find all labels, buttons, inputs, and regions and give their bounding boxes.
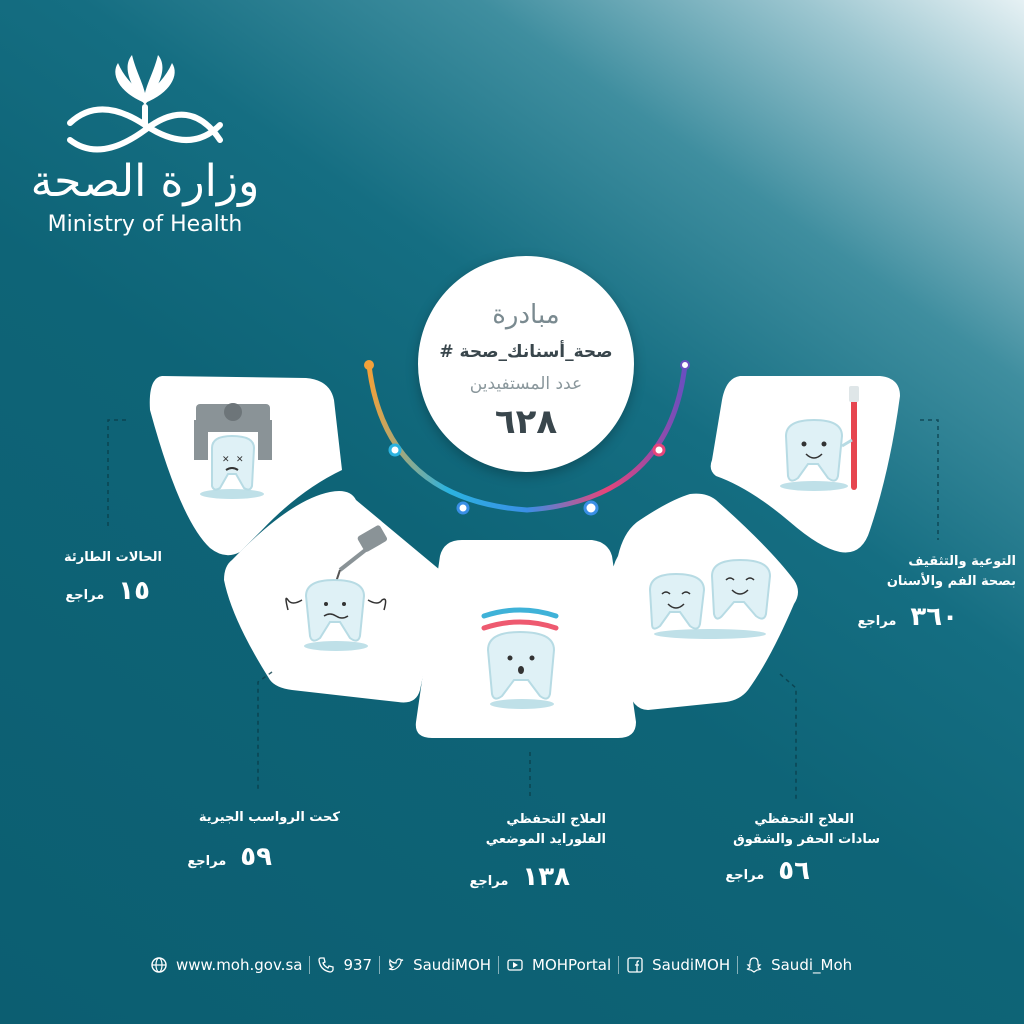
emergency-count-value: ١٥ — [118, 576, 150, 606]
footer-separator — [379, 956, 380, 974]
card-sealant — [612, 494, 798, 710]
scaling-count-unit: مراجع — [187, 854, 227, 869]
footer-youtube-text: MOHPortal — [532, 956, 612, 974]
fluoride-count-value: ١٣٨ — [522, 862, 570, 892]
logo-english-name: Ministry of Health — [47, 212, 243, 237]
connector-scaling — [258, 672, 272, 790]
footer-facebook[interactable] — [626, 956, 730, 974]
twitter-icon — [387, 956, 405, 974]
emergency-label: الحالات الطارئة — [64, 550, 162, 565]
beneficiaries-label: عدد المستفيدين — [469, 374, 583, 394]
footer-twitter[interactable] — [387, 956, 491, 974]
connector-sealant — [780, 674, 796, 800]
footer-website-text: www.moh.gov.sa — [176, 956, 303, 974]
snapchat-icon — [745, 956, 763, 974]
sealant-label-line2: سادات الحفر والشقوق — [733, 832, 880, 847]
sealant-count-value: ٥٦ — [778, 856, 810, 886]
footer-youtube[interactable] — [506, 956, 611, 974]
connector-awareness — [920, 420, 938, 540]
initiative-title: مبادرة — [492, 300, 560, 330]
sealant-count-unit: مراجع — [725, 868, 765, 883]
footer-contact-bar — [150, 952, 890, 978]
footer-twitter-text: SaudiMOH — [413, 956, 492, 974]
emergency-count — [30, 576, 150, 606]
awareness-label-line2: بصحة الفم والأسنان — [886, 574, 1016, 589]
footer-separator — [618, 956, 619, 974]
footer-snapchat-text: Saudi_Moh — [771, 956, 853, 974]
footer-snapchat[interactable] — [745, 956, 852, 974]
scaling-count — [150, 842, 272, 872]
sealant-count — [690, 856, 810, 886]
awareness-count-value: ٣٦٠ — [910, 602, 958, 632]
footer-phone[interactable] — [317, 956, 372, 974]
logo-arabic-name: وزارة الصحة — [30, 156, 260, 207]
footer-separator — [309, 956, 310, 974]
phone-icon — [317, 956, 335, 974]
initiative-hashtag: # صحة_أسنانك_صحة — [439, 342, 613, 362]
awareness-count — [820, 602, 958, 632]
connector-emergency — [108, 420, 126, 530]
youtube-icon — [506, 956, 524, 974]
fluoride-count — [420, 862, 570, 892]
svg-text:✕: ✕ — [222, 455, 230, 465]
emergency-count-unit: مراجع — [65, 588, 105, 603]
footer-facebook-text: SaudiMOH — [652, 956, 731, 974]
svg-text:✕: ✕ — [236, 455, 244, 465]
footer-separator — [498, 956, 499, 974]
sealant-label-line1: العلاج التحفظي — [754, 812, 854, 827]
footer-separator — [737, 956, 738, 974]
globe-icon — [150, 956, 168, 974]
beneficiaries-total: ٦٢٨ — [494, 402, 558, 442]
fluoride-label-line1: العلاج التحفظي — [506, 812, 606, 827]
fluoride-count-unit: مراجع — [469, 874, 509, 889]
footer-website[interactable] — [150, 956, 302, 974]
facebook-icon — [626, 956, 644, 974]
footer-phone-text: 937 — [343, 956, 373, 974]
awareness-label-line1: التوعية والتثقيف — [908, 554, 1016, 569]
awareness-count-unit: مراجع — [857, 614, 897, 629]
fluoride-label-line2: الفلورايد الموضعي — [485, 832, 606, 847]
scaling-count-value: ٥٩ — [240, 842, 272, 872]
scaling-label: كحت الرواسب الجيرية — [198, 810, 340, 825]
